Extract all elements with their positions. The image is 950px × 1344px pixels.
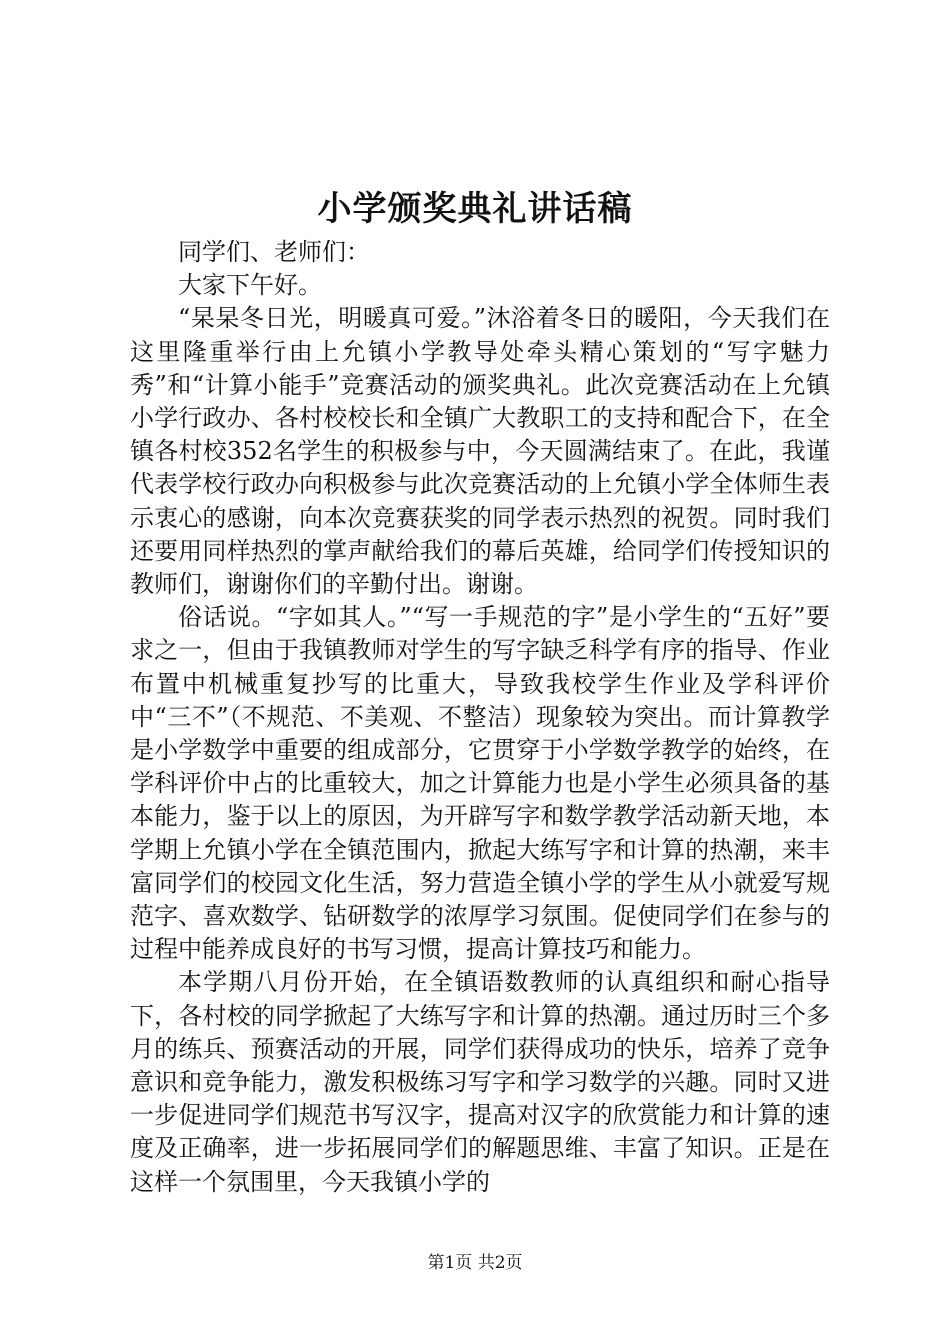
body-paragraph: “杲杲冬日光，明暖真可爱。”沐浴着冬日的暖阳，今天我们在这里隆重举行由上允镇小学教导处牵头精心策划的“写字魅力秀”和“计算小能手”竞赛活动的颁奖典礼。此次竞赛活动在上允镇小学行政办、各村校校长和全镇广大教职工的支持和配合下，在全镇各村校352名学生的积极参与中，今天圆满结束了。在此，我谨代表学校行政办向积极参与此次竞赛活动的上允镇小学全体师生表示衷心的感谢，向本次竞赛获奖的同学表示热烈的祝贺。同时我们还要用同样热烈的掌声献给我们的幕后英雄，给同学们传授知识的教师们，谢谢你们的辛勤付出。谢谢。 bbox=[130, 304, 830, 599]
page-number-footer: 第1页 共2页 bbox=[427, 1253, 523, 1273]
salutation-paragraph: 大家下午好。 bbox=[178, 271, 322, 300]
greeting-paragraph: 同学们、老师们： bbox=[178, 238, 370, 266]
document-title: 小学颁奖典礼讲话稿 bbox=[317, 189, 633, 229]
body-paragraph: 俗话说。“字如其人。”“写一手规范的字”是小学生的“五好”要求之一，但由于我镇教师对学生的写字缺乏科学有序的指导、作业布置中机械重复抄写的比重大，导致我校学生作业及学科评价中“三不”（不规范、不美观、不整洁）现象较为突出。而计算教学是小学数学中重要的组成部分，它贯穿于小学数学教学的始终，在学科评价中占的比重较大，加之计算能力也是小学生必须具备的基本能力，鉴于以上的原因，为开辟写字和数学教学活动新天地，本学期上允镇小学在全镇范围内，掀起大练写字和计算的热潮，来丰富同学们的校园文化生活，努力营造全镇小学的学生从小就爱写规范字、喜欢数学、钻研数学的浓厚学习氛围。促使同学们在参与的过程中能养成良好的书写习惯，提高计算技巧和能力。 bbox=[130, 603, 830, 964]
body-paragraph: 本学期八月份开始，在全镇语数教师的认真组织和耐心指导下，各村校的同学掀起了大练写字和计算的热潮。通过历时三个多月的练兵、预赛活动的开展，同学们获得成功的快乐，培养了竞争意识和竞争能力，激发积极练习写字和学习数学的兴趣。同时又进一步促进同学们规范书写汉字，提高对汉字的欣赏能力和计算的速度及正确率，进一步拓展同学们的解题思维、丰富了知识。正是在这样一个氛围里，今天我镇小学的 bbox=[130, 968, 830, 1196]
document-body bbox=[130, 236, 830, 1199]
